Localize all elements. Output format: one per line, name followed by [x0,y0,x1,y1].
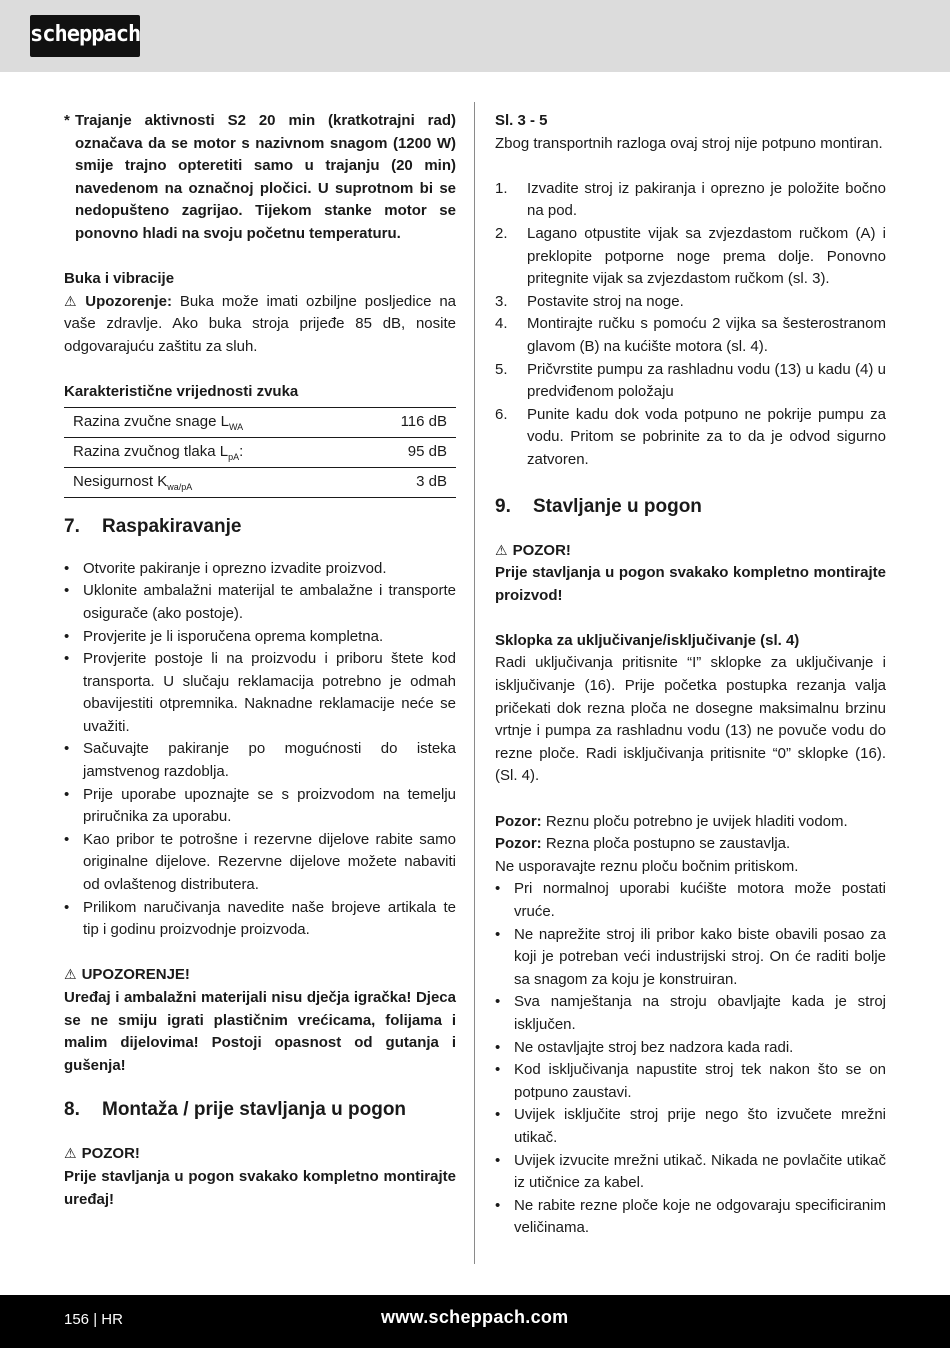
caution-note: Pozor: Rezna ploča postupno se zaustavlja. [495,835,791,853]
caution-title: ⚠ POZOR! [64,1145,140,1163]
table-row [64,407,456,437]
star-note-text: Trajanje aktivnosti S2 20 min (kratkotrajni rad) označava da se motor s nazivnom snagom (1200 W) smije trajno opteretiti samo u trajanju (20 min) navedenom na označnoj pločici. U suprotnom bi se nedopušteno zagrijao. Tijekom stanke motor se ponovno hladi na svoju početnu temperaturu. [75,112,456,242]
list-item: • Sva namještanja na stroju obavljajte kada je stroj isključen. [495,991,886,1036]
side-pressure-note: Ne usporavajte reznu ploču bočnim pritiskom. [495,857,799,875]
figure-label: Sl. 3 - 5 [495,112,548,129]
list-item: 4. Montirajte ručku s pomoću 2 vijka sa šesterostranom glavom (B) na kućište motora (sl. 4). [495,315,886,355]
unpacking-list [64,558,456,942]
right-column [495,110,886,1240]
noise-warning-text: Buka može imati ozbiljne posljedice na vaše zdravlje. Ako buka stroja prijeđe 85 dB, nosite odgovarajuću zaštitu za sluh. [64,292,457,355]
list-item: • Kao pribor te potrošne i rezervne dijelove rabite samo originalne dijelove. Rezervne dijelove možete nabaviti od ovlaštenog distributera. [64,829,456,897]
warning-icon: ⚠ [64,293,81,310]
star-note [64,110,456,246]
list-item: • Ne rabite rezne ploče koje ne odgovaraju specificiranim veličinama. [495,1195,886,1240]
list-item: 1. Izvadite stroj iz pakiranja i oprezno je položite bočno na pod. [495,179,886,220]
section-heading-8: 8. Montaža / prije stavljanja u pogon [64,1099,407,1121]
list-item: • Uklonite ambalažni materijal te ambalažne i transporte osigurače (ako postoje). [64,580,456,625]
sound-label: Razina zvučne snage $L_{WA}$ [64,407,356,437]
warning-text: Uređaj i ambalažni materijali nisu dječja igračka! Djeca se ne smiju igrati plastičnim vrećicama, folijama i malim dijelovima! Postoji opasnost od gutanja i gušenja! [64,989,456,1074]
left-column [64,110,456,1211]
noise-warning-label: Upozorenje: [85,292,172,310]
assembly-steps [495,178,886,472]
sound-value: 116 dB [356,407,456,437]
page-footer [0,1295,950,1348]
warning-icon: ⚠ [64,967,77,984]
sound-values-title: Karakteristične vrijednosti zvuka [64,383,299,401]
page-header [0,0,950,72]
page-number: 156 | HR [64,1311,123,1328]
caution-text: Prije stavljanja u pogon svakako kompletno montirajte proizvod! [495,564,886,604]
warning-icon: ⚠ [495,542,508,559]
switch-text: Radi uključivanja pritisnite “I” sklopke za uključivanje i isključivanje (16). Prije početka postupka rezanja valja pričekati dok rezna ploča ne dosegne maksimalnu brzinu vrtnje i pumpa za rashladnu vodu (13) ne povuče vodu do rezne ploče. Radi isključivanja pritisnite “0” sklopke (16). (Sl. 4). [495,654,886,785]
list-item: • Provjerite je li isporučena oprema kompletna. [64,626,456,649]
list-item: • Ne naprežite stroj ili pribor kako biste obavili posao za koji je potreban veći industrijski stroj. On će raditi bolje sa snagom za koju je konstruiran. [495,924,886,992]
star-mark: * [64,112,70,129]
list-item: 2. Lagano otpustite vijak sa zvjezdastom ručkom (A) i preklopite potporne noge prema dolje. Ponovno pritegnite vijak sa zvjezdastom ručkom (sl. 3). [495,224,886,288]
warning-title: ⚠ UPOZORENJE! [64,966,190,984]
sound-value: 95 dB [356,437,456,467]
table-row [64,467,456,497]
sound-values-table [64,407,456,498]
list-item: • Ne ostavljajte stroj bez nadzora kada radi. [495,1037,886,1060]
section-heading-9: 9. Stavljanje u pogon [495,495,702,517]
list-item: 5. Pričvrstite pumpu za rashladnu vodu (13) u kadu (4) u predviđenom položaju [495,360,886,401]
list-item: • Uvijek isključite stroj prije nego što izvučete mrežni utikač. [495,1104,886,1149]
list-item: • Uvijek izvucite mrežni utikač. Nikada ne povlačite utikač iz utičnice za kabel. [495,1150,886,1195]
figure-text: Zbog transportnih razloga ovaj stroj nije potpuno montiran. [495,134,883,152]
table-row [64,437,456,467]
column-divider [474,102,475,1264]
section-heading-7: 7. Raspakiravanje [64,515,242,537]
list-item: • Pri normalnoj uporabi kućište motora može postati vruće. [495,878,886,923]
list-item: • Provjerite postoje li na proizvodu i priboru štete kod transporta. U slučaju reklamacija potrebno je odmah obavijestiti otpremnika. Naknadne reklamacije neće se uvažiti. [64,648,456,738]
operation-list [495,878,886,1240]
list-item: • Kod isključivanja napustite stroj tek nakon što se on potpuno zaustavi. [495,1059,886,1104]
website-link[interactable]: www.scheppach.com [381,1307,569,1327]
noise-title: Buka i vibracije [64,270,175,288]
noise-warning [64,291,456,359]
brand-logo: scheppach [30,15,140,57]
list-item: • Otvorite pakiranje i oprezno izvadite proizvod. [64,558,456,581]
list-item: 6. Punite kadu dok voda potpuno ne pokrije pumpu za vodu. Pritom se pobrinite za to da je odvod sigurno zatvoren. [495,405,886,468]
sound-label: Nesigurnost $K_{wa/pA}$ [64,467,356,497]
sound-value: 3 dB [356,467,456,497]
caution-note: Pozor: Reznu ploču potrebno je uvijek hladiti vodom. [495,812,848,830]
switch-title: Sklopka za uključivanje/isključivanje (sl. 4) [495,631,800,649]
warning-icon: ⚠ [64,1146,77,1163]
sound-label: Razina zvučnog tlaka $L_{pA}$: [64,437,356,467]
caution-text: Prije stavljanja u pogon svakako kompletno montirajte uređaj! [64,1167,456,1208]
caution-title: ⚠ POZOR! [495,541,571,559]
list-item: • Sačuvajte pakiranje po mogućnosti do isteka jamstvenog razdoblja. [64,738,456,783]
list-item: • Prije uporabe upoznajte se s proizvodom na temelju priručnika za uporabu. [64,784,456,829]
list-item: 3. Postavite stroj na noge. [495,292,684,310]
list-item: • Prilikom naručivanja navedite naše brojeve artikala te tip i godinu proizvodnje proizvoda. [64,897,456,942]
